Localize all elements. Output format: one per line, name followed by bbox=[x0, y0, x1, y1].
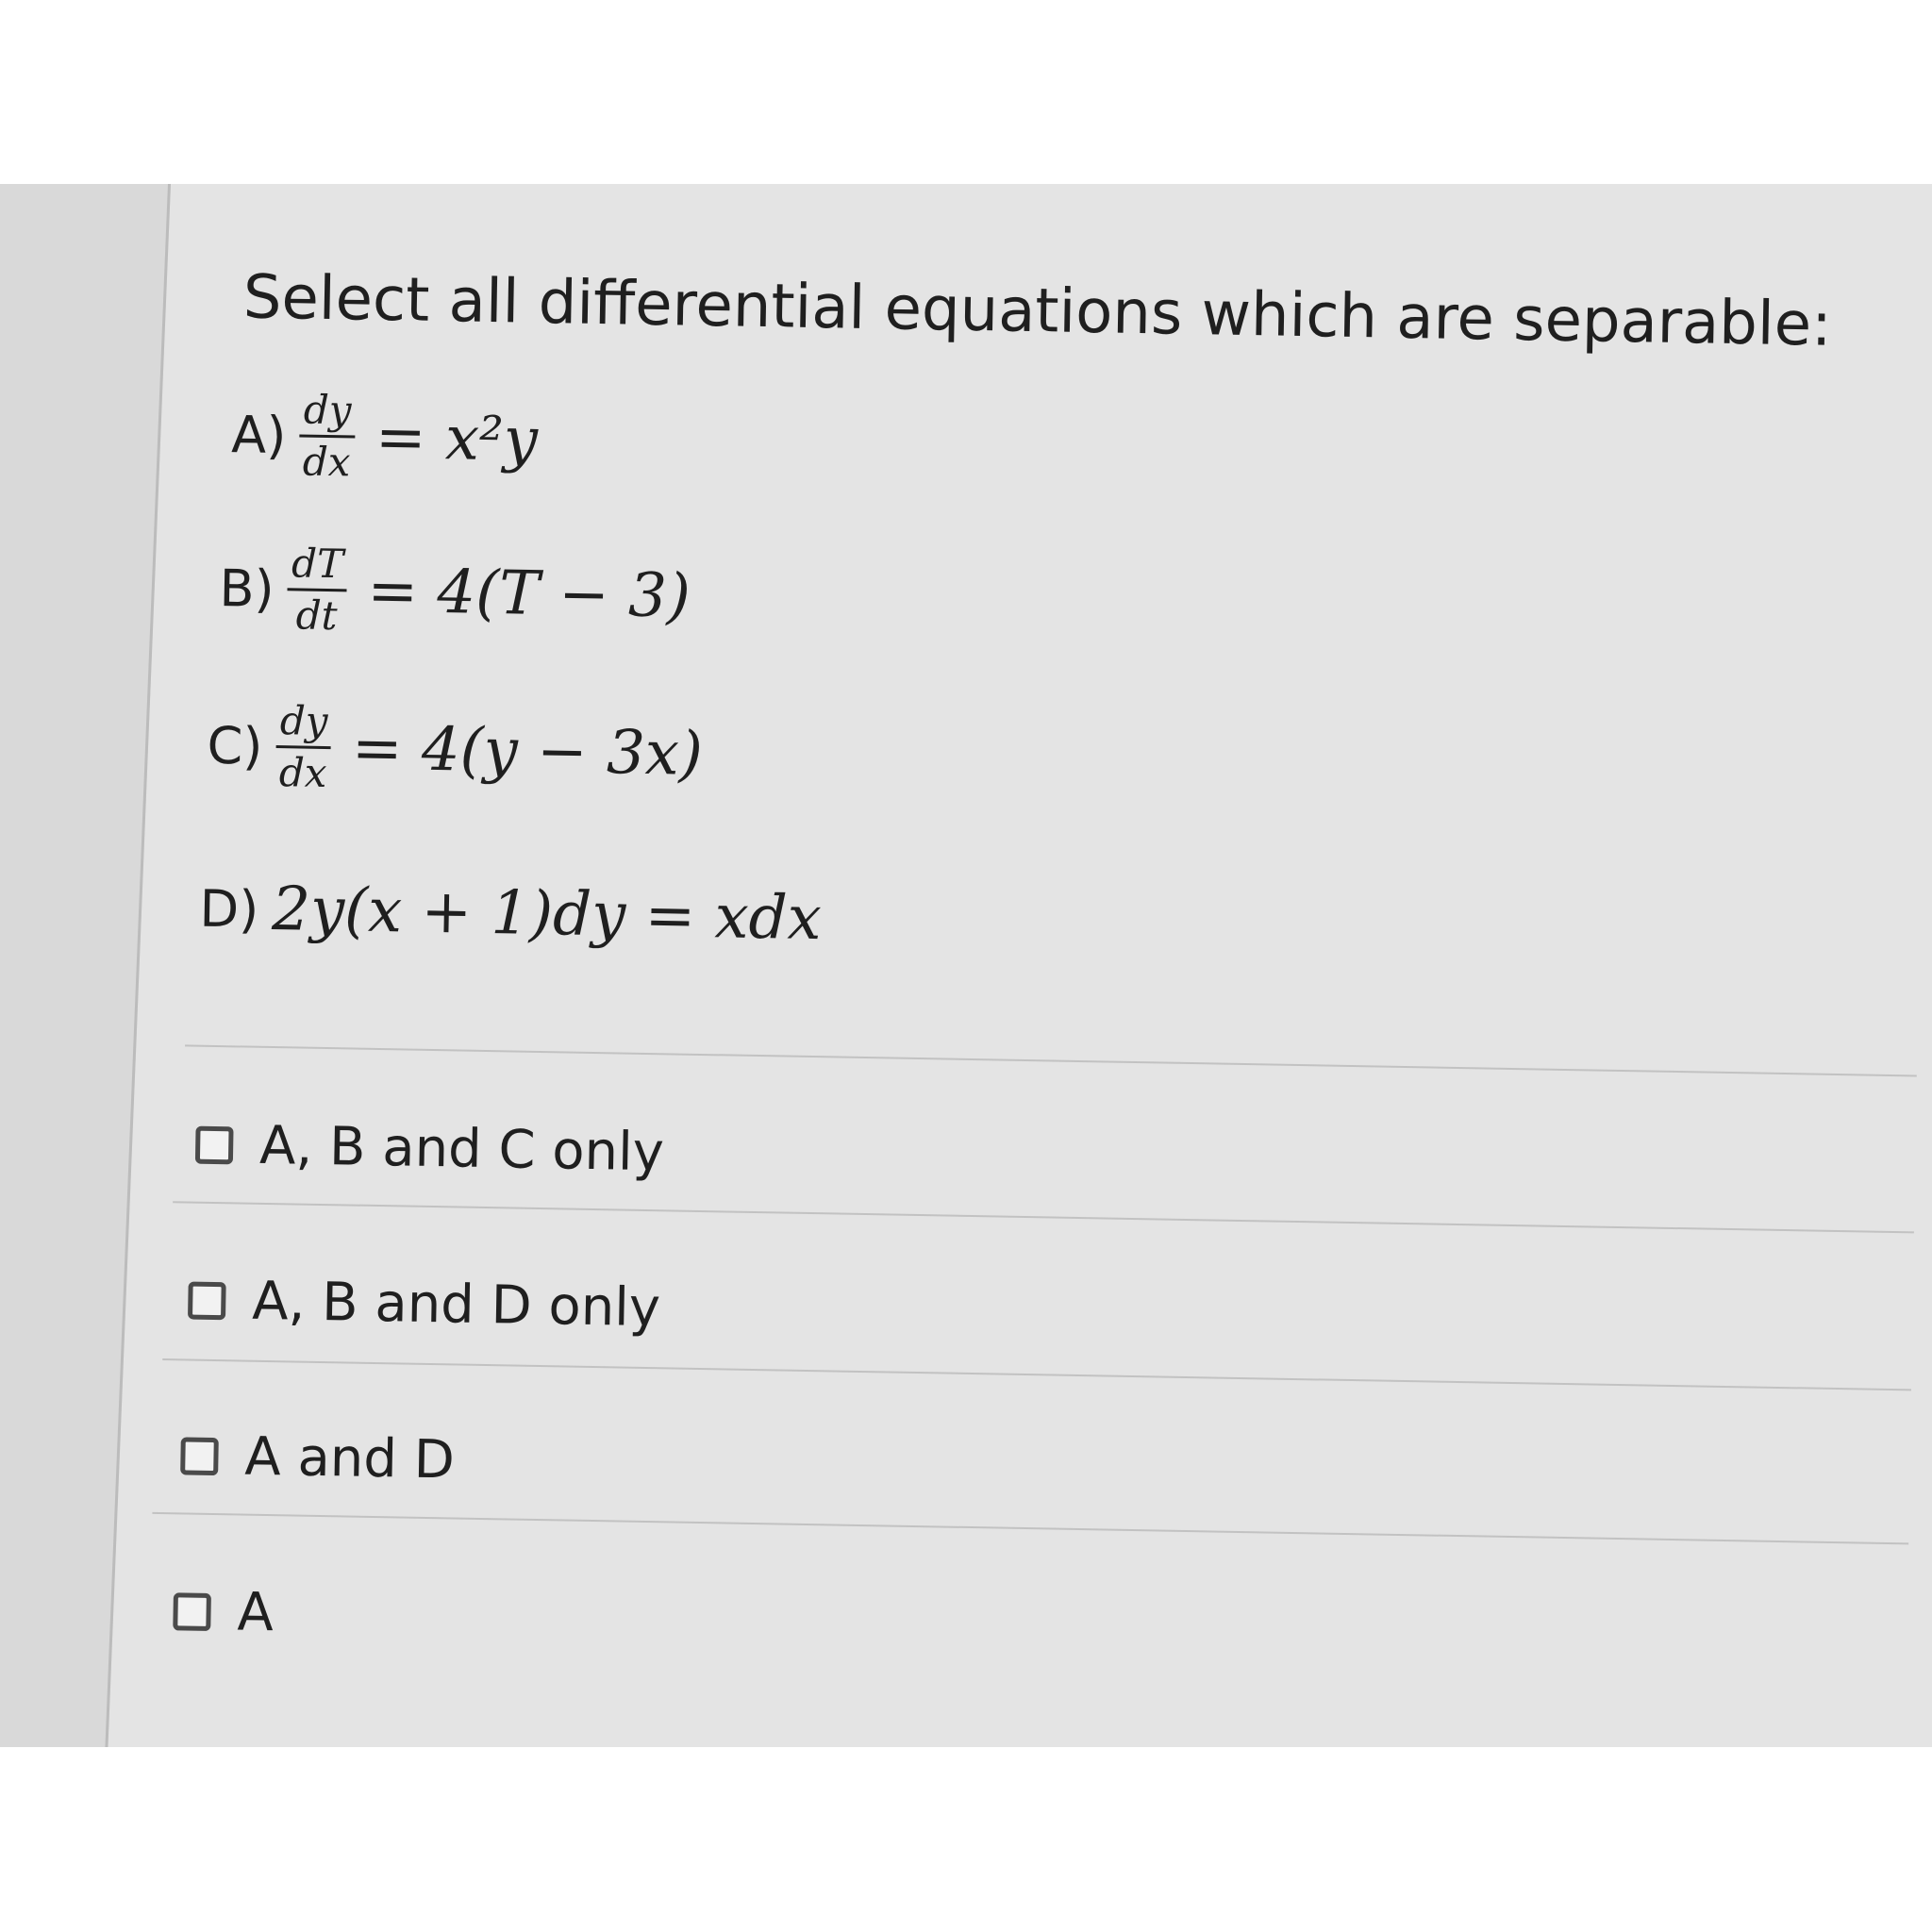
fraction-denominator: dx bbox=[278, 749, 327, 797]
fraction-numerator: dT bbox=[288, 542, 348, 591]
divider bbox=[152, 1512, 1908, 1544]
equation-letter: D) bbox=[199, 878, 259, 940]
checkbox[interactable] bbox=[188, 1281, 226, 1320]
equation-fraction bbox=[287, 540, 348, 640]
divider bbox=[173, 1201, 1914, 1233]
equation-rhs: = 4(y − 3x) bbox=[351, 713, 704, 790]
option-label[interactable]: A and D bbox=[243, 1425, 456, 1491]
equation-fraction bbox=[275, 697, 332, 797]
equation-b bbox=[219, 541, 691, 643]
equation-fraction bbox=[299, 386, 356, 486]
left-gutter bbox=[0, 184, 171, 1747]
equation-a bbox=[231, 388, 539, 487]
fraction-denominator: dx bbox=[302, 438, 351, 486]
equation-letter: A) bbox=[230, 405, 287, 466]
fraction-numerator: dy bbox=[275, 700, 332, 749]
option-label[interactable]: A bbox=[237, 1581, 275, 1644]
option-a-and-d[interactable] bbox=[180, 1424, 455, 1491]
fraction-numerator: dy bbox=[299, 389, 356, 438]
equation-letter: C) bbox=[207, 715, 263, 776]
equation-letter: B) bbox=[218, 558, 275, 620]
option-a-b-d-only[interactable] bbox=[188, 1270, 661, 1340]
divider bbox=[162, 1358, 1911, 1391]
equation-expression: 2y(x + 1)dy = xdx bbox=[271, 874, 823, 955]
question-prompt: Select all differential equations which are separable: bbox=[242, 262, 1833, 360]
equation-d bbox=[199, 874, 822, 954]
screen-area bbox=[0, 184, 1932, 1747]
option-a[interactable] bbox=[173, 1580, 274, 1643]
equation-rhs: = 4(T − 3) bbox=[366, 556, 691, 632]
checkbox[interactable] bbox=[173, 1592, 211, 1631]
option-a-b-c-only[interactable] bbox=[195, 1114, 665, 1184]
fraction-denominator: dt bbox=[295, 591, 338, 640]
option-label[interactable]: A, B and C only bbox=[258, 1114, 665, 1184]
divider bbox=[185, 1044, 1917, 1076]
equation-rhs: = x²y bbox=[375, 402, 539, 475]
checkbox[interactable] bbox=[180, 1437, 219, 1475]
option-label[interactable]: A, B and D only bbox=[251, 1270, 661, 1340]
quiz-question-panel bbox=[142, 184, 1932, 1777]
checkbox[interactable] bbox=[195, 1125, 234, 1164]
equation-c bbox=[207, 699, 704, 801]
